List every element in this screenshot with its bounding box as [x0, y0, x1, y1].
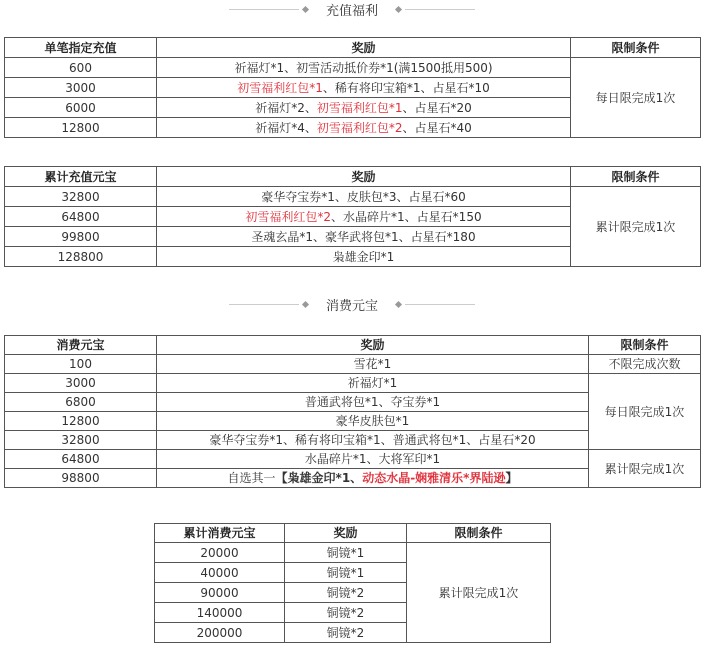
- cumulative-recharge-table: [4, 166, 701, 267]
- header-amount: 累计充值元宝: [5, 167, 157, 187]
- reward-cell: 铜镜*2: [285, 623, 407, 643]
- header-amount: 消费元宝: [5, 336, 157, 355]
- reward-cell: [157, 98, 571, 118]
- reward-cell: 铜镜*1: [285, 543, 407, 563]
- limit-cell: 每日限完成1次: [589, 374, 701, 450]
- amount-cell: 32800: [5, 187, 157, 207]
- reward-text: 祈福灯*2、: [255, 100, 317, 115]
- header-limit: 限制条件: [571, 167, 701, 187]
- highlight-text: 初雪福利红包*1: [237, 80, 323, 95]
- amount-cell: 64800: [5, 207, 157, 227]
- reward-cell: [157, 469, 589, 488]
- amount-cell: 12800: [5, 412, 157, 431]
- reward-cell: 铜镜*1: [285, 563, 407, 583]
- reward-text: 、占星石*20: [402, 100, 472, 115]
- diamond-icon: [302, 300, 309, 307]
- amount-cell: 3000: [5, 374, 157, 393]
- amount-cell: 6000: [5, 98, 157, 118]
- reward-cell: [157, 118, 571, 138]
- highlight-text: 初雪福利红包*2: [316, 120, 403, 135]
- amount-cell: 98800: [5, 469, 157, 488]
- reward-text: 祈福灯*4、: [255, 120, 317, 135]
- reward-cell: 豪华夺宝券*1、稀有将印宝箱*1、普通武将包*1、占星石*20: [157, 431, 589, 450]
- amount-cell: 200000: [155, 623, 285, 643]
- reward-cell: 豪华夺宝券*1、皮肤包*3、占星石*60: [157, 187, 571, 207]
- amount-cell: 6800: [5, 393, 157, 412]
- reward-text: 、占星石*40: [402, 120, 472, 135]
- reward-cell: 普通武将包*1、夺宝券*1: [157, 393, 589, 412]
- divider-left: [229, 9, 299, 10]
- table-row: [5, 187, 701, 207]
- cumulative-consume-table: [154, 523, 551, 643]
- highlight-text: 动态水晶-娴雅清乐*界陆逊: [362, 471, 506, 485]
- reward-text: 、稀有将印宝箱*1、占星石*10: [322, 80, 490, 95]
- section-title-text: 充值福利: [325, 3, 378, 19]
- header-reward: 奖励: [157, 167, 571, 187]
- diamond-icon: [302, 5, 309, 12]
- reward-cell: 祈福灯*1、初雪活动抵价券*1(满1500抵用500): [157, 58, 571, 78]
- limit-cell: 累计限完成1次: [589, 450, 701, 488]
- amount-cell: 3000: [5, 78, 157, 98]
- header-limit: 限制条件: [571, 38, 701, 58]
- table-header-row: [5, 38, 701, 58]
- table-header-row: [5, 167, 701, 187]
- reward-cell: 铜镜*2: [285, 583, 407, 603]
- header-amount: 累计消费元宝: [155, 524, 285, 543]
- divider-right: [405, 304, 475, 305]
- amount-cell: 90000: [155, 583, 285, 603]
- section-title-text: 消费元宝: [325, 298, 378, 314]
- reward-cell: 水晶碎片*1、大将军印*1: [157, 450, 589, 469]
- table-row: [5, 450, 701, 469]
- limit-cell: 累计限完成1次: [571, 187, 701, 267]
- reward-text: 【枭雄金印*1、: [275, 471, 363, 485]
- reward-cell: 豪华皮肤包*1: [157, 412, 589, 431]
- amount-cell: 64800: [5, 450, 157, 469]
- amount-cell: 600: [5, 58, 157, 78]
- limit-cell: 累计限完成1次: [407, 543, 551, 643]
- header-limit: 限制条件: [589, 336, 701, 355]
- reward-cell: 雪花*1: [157, 355, 589, 374]
- divider-left: [229, 304, 299, 305]
- table-header-row: [5, 336, 701, 355]
- reward-cell: 圣魂玄晶*1、豪华武将包*1、占星石*180: [157, 227, 571, 247]
- reward-text: 、水晶碎片*1、占星石*150: [331, 209, 482, 224]
- table-row: [5, 58, 701, 78]
- section-title-consume: [0, 295, 704, 313]
- amount-cell: 128800: [5, 247, 157, 267]
- limit-cell: 不限完成次数: [589, 355, 701, 374]
- reward-text: 自选其一: [227, 471, 276, 485]
- reward-cell: [157, 78, 571, 98]
- single-recharge-table: [4, 37, 701, 138]
- header-reward: 奖励: [285, 524, 407, 543]
- table-row: [5, 374, 701, 393]
- divider-right: [405, 9, 475, 10]
- diamond-icon: [395, 300, 402, 307]
- amount-cell: 32800: [5, 431, 157, 450]
- table-header-row: [155, 524, 551, 543]
- amount-cell: 140000: [155, 603, 285, 623]
- amount-cell: 99800: [5, 227, 157, 247]
- header-limit: 限制条件: [407, 524, 551, 543]
- reward-cell: 铜镜*2: [285, 603, 407, 623]
- table-row: [5, 355, 701, 374]
- section-title-recharge: [0, 0, 704, 18]
- table-row: [155, 543, 551, 563]
- reward-cell: 枭雄金印*1: [157, 247, 571, 267]
- highlight-text: 初雪福利红包*1: [316, 100, 403, 115]
- amount-cell: 100: [5, 355, 157, 374]
- header-reward: 奖励: [157, 38, 571, 58]
- diamond-icon: [395, 5, 402, 12]
- header-reward: 奖励: [157, 336, 589, 355]
- amount-cell: 12800: [5, 118, 157, 138]
- highlight-text: 初雪福利红包*2: [245, 209, 332, 224]
- limit-cell: 每日限完成1次: [571, 58, 701, 138]
- reward-text: 】: [505, 471, 518, 485]
- header-amount: 单笔指定充值: [5, 38, 157, 58]
- consume-table: [4, 335, 701, 488]
- reward-cell: [157, 207, 571, 227]
- reward-cell: 祈福灯*1: [157, 374, 589, 393]
- amount-cell: 40000: [155, 563, 285, 583]
- amount-cell: 20000: [155, 543, 285, 563]
